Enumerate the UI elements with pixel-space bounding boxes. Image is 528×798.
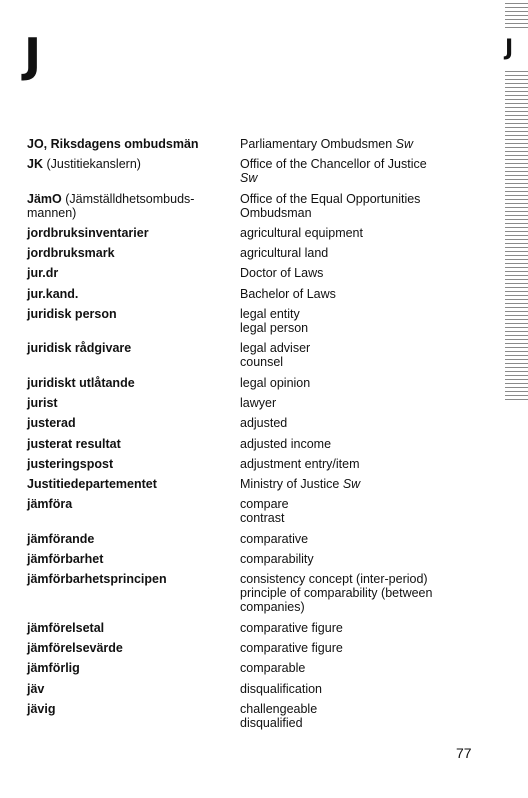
glossary-row xyxy=(27,682,497,696)
glossary-row xyxy=(27,497,497,525)
glossary-definition xyxy=(240,307,497,335)
glossary-row xyxy=(27,437,497,451)
term-text: jordbruksmark xyxy=(27,246,115,261)
definition-line: Office of the Equal Opportunities xyxy=(240,191,421,206)
glossary-term xyxy=(27,682,240,696)
glossary-term xyxy=(27,192,240,220)
glossary-definition xyxy=(240,641,497,655)
glossary-term xyxy=(27,157,240,185)
language-tag: Sw xyxy=(392,137,413,151)
term-text: justeringspost xyxy=(27,456,114,471)
glossary-term xyxy=(27,287,240,301)
glossary-definition xyxy=(240,457,497,471)
glossary-definition xyxy=(240,621,497,635)
definition-line: agricultural land xyxy=(240,246,329,261)
glossary-row xyxy=(27,157,497,185)
term-note: (Jämställdhetsombuds-mannen) xyxy=(27,191,195,220)
term-text: jävig xyxy=(27,701,56,716)
glossary-row xyxy=(27,532,497,546)
glossary-definition xyxy=(240,137,497,151)
glossary-term xyxy=(27,307,240,335)
definition-line: comparable xyxy=(240,661,306,676)
definition-line: consistency concept (inter-period) xyxy=(240,572,428,587)
glossary-definition xyxy=(240,192,497,220)
definition-line: Bachelor of Laws xyxy=(240,286,336,301)
definition-line: legal opinion xyxy=(240,375,311,390)
definition-line: legal entity xyxy=(240,307,300,322)
glossary-term xyxy=(27,532,240,546)
glossary-term xyxy=(27,702,240,730)
glossary-definition xyxy=(240,477,497,491)
term-text: justerad xyxy=(27,416,76,431)
glossary-definition xyxy=(240,396,497,410)
glossary-row xyxy=(27,641,497,655)
glossary-row xyxy=(27,266,497,280)
term-text: JK xyxy=(27,157,43,172)
definition-line: contrast xyxy=(240,511,285,526)
glossary-term xyxy=(27,226,240,240)
glossary-row xyxy=(27,661,497,675)
glossary-definition xyxy=(240,661,497,675)
tab-letter: J xyxy=(505,36,514,61)
glossary-definition xyxy=(240,497,497,525)
glossary-term xyxy=(27,137,240,151)
section-letter: J xyxy=(24,28,42,82)
term-text: jäv xyxy=(27,681,45,696)
language-tag: Sw xyxy=(339,477,361,492)
glossary-term xyxy=(27,621,240,635)
term-text: jurist xyxy=(27,395,58,410)
term-text: JO, Riksdagens ombudsmän xyxy=(27,137,199,151)
glossary-definition xyxy=(240,532,497,546)
glossary-definition xyxy=(240,682,497,696)
glossary-row xyxy=(27,341,497,369)
glossary-row xyxy=(27,246,497,260)
term-note: (Justitiekanslern) xyxy=(42,157,141,172)
definition-line: comparative figure xyxy=(240,640,343,655)
glossary-term xyxy=(27,246,240,260)
glossary-row xyxy=(27,192,497,220)
glossary-term xyxy=(27,341,240,369)
glossary-term xyxy=(27,661,240,675)
glossary-term xyxy=(27,416,240,430)
glossary-row xyxy=(27,376,497,390)
glossary-row xyxy=(27,572,497,614)
term-text: juridisk person xyxy=(27,307,117,322)
definition-line: Parliamentary Ombudsmen Sw xyxy=(240,137,413,151)
term-text: jämföra xyxy=(27,497,73,512)
glossary-definition xyxy=(240,341,497,369)
term-text: jämförande xyxy=(27,531,95,546)
glossary-row xyxy=(27,226,497,240)
term-text: justerat resultat xyxy=(27,436,121,451)
glossary-term xyxy=(27,396,240,410)
glossary-row xyxy=(27,287,497,301)
definition-line: disqualified xyxy=(240,715,303,730)
glossary-definition xyxy=(240,702,497,730)
glossary-term xyxy=(27,457,240,471)
term-text: jämförlig xyxy=(27,661,80,676)
glossary-entries xyxy=(27,137,497,736)
glossary-row xyxy=(27,621,497,635)
term-text: jämförelsetal xyxy=(27,620,105,635)
glossary-definition xyxy=(240,226,497,240)
glossary-row xyxy=(27,416,497,430)
glossary-definition xyxy=(240,287,497,301)
term-text: JämO xyxy=(27,191,62,206)
definition-line: Ombudsman xyxy=(240,205,312,220)
glossary-definition xyxy=(240,376,497,390)
glossary-definition xyxy=(240,552,497,566)
definition-line: compare xyxy=(240,497,289,512)
definition-line: Doctor of Laws xyxy=(240,266,324,281)
definition-line: legal adviser xyxy=(240,341,311,356)
language-tag: Sw xyxy=(240,171,258,186)
definition-line: companies) xyxy=(240,600,305,615)
glossary-definition xyxy=(240,572,497,614)
glossary-term xyxy=(27,552,240,566)
glossary-row xyxy=(27,552,497,566)
term-text: juridiskt utlåtande xyxy=(27,375,135,390)
definition-line: comparative figure xyxy=(240,620,343,635)
glossary-row xyxy=(27,137,497,151)
definition-line: legal person xyxy=(240,321,309,336)
glossary-term xyxy=(27,266,240,280)
term-text: jordbruksinventarier xyxy=(27,225,149,240)
term-text: jur.kand. xyxy=(27,286,79,301)
glossary-term xyxy=(27,376,240,390)
definition-line: challengeable xyxy=(240,701,318,716)
definition-line: disqualification xyxy=(240,681,322,696)
definition-line: lawyer xyxy=(240,395,277,410)
glossary-term xyxy=(27,477,240,491)
glossary-definition xyxy=(240,437,497,451)
glossary-term xyxy=(27,437,240,451)
glossary-row xyxy=(27,702,497,730)
term-text: jur.dr xyxy=(27,266,59,281)
definition-line: Office of the Chancellor of Justice xyxy=(240,157,427,172)
term-text: juridisk rådgivare xyxy=(27,341,132,356)
glossary-definition xyxy=(240,266,497,280)
glossary-row xyxy=(27,477,497,491)
definition-line: adjusted income xyxy=(240,436,332,451)
definition-line: comparative xyxy=(240,531,309,546)
glossary-row xyxy=(27,307,497,335)
term-text: Justitiedepartementet xyxy=(27,477,157,492)
glossary-definition xyxy=(240,246,497,260)
term-text: jämförelsevärde xyxy=(27,640,123,655)
definition-line: agricultural equipment xyxy=(240,225,363,240)
page-number: 77 xyxy=(456,745,472,761)
definition-line: comparability xyxy=(240,552,314,567)
glossary-term xyxy=(27,497,240,525)
glossary-term xyxy=(27,572,240,614)
glossary-row xyxy=(27,457,497,471)
term-text: jämförbarhet xyxy=(27,552,104,567)
glossary-definition xyxy=(240,157,497,185)
term-text: jämförbarhetsprincipen xyxy=(27,572,167,587)
glossary-definition xyxy=(240,416,497,430)
definition-line: counsel xyxy=(240,355,284,370)
glossary-row xyxy=(27,396,497,410)
definition-line: adjusted xyxy=(240,416,288,431)
glossary-term xyxy=(27,641,240,655)
definition-line: Ministry of Justice Sw xyxy=(240,477,361,492)
definition-line: adjustment entry/item xyxy=(240,456,360,471)
definition-line: principle of comparability (between xyxy=(240,586,433,601)
